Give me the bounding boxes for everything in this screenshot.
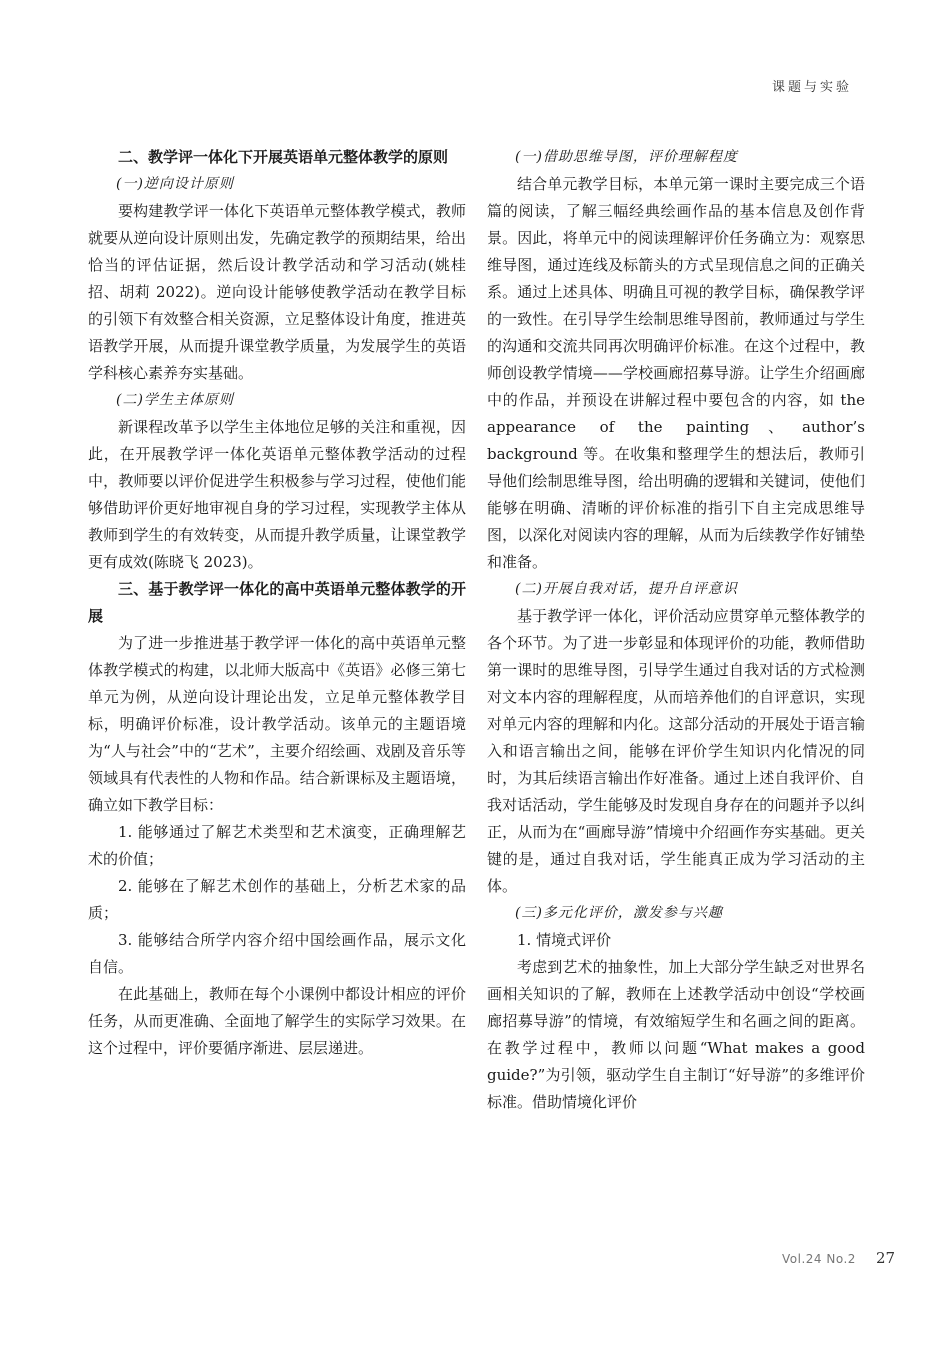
paragraph: 新课程改革予以学生主体地位足够的关注和重视，因此，在开展教学评一体化英语单元整体教学活动的过程中，教师要以评价促进学生积极参与学习过程，使他们能够借助评价更好地审视自身的学习过程，实现教学主体从教师到学生的有效转变，从而提升教学质量，让课堂教学更有成效(陈晓飞 2023)。	[88, 418, 466, 571]
paragraph: 在此基础上，教师在每个小课例中都设计相应的评价任务，从而更准确、全面地了解学生的实际学习效果。在这个过程中，评价要循序渐进、层层递进。	[88, 985, 466, 1057]
left-column	[88, 144, 466, 1062]
subsection-heading: (三)多元化评价，激发参与兴趣	[515, 905, 723, 921]
paragraph: 考虑到艺术的抽象性，加上大部分学生缺乏对世界名画相关知识的了解，教师在上述教学活动中创设“学校画廊招募导游”的情境，有效缩短学生和名画之间的距离。在教学过程中，教师以问题“What makes a good guide?”为引领，驱动学生自主制订“好导游”的多维评价标准。借助情境化评价	[487, 958, 865, 1111]
subsection-heading: (一)逆向设计原则	[116, 176, 234, 192]
section-header: 课题与实验	[771, 80, 852, 95]
subsection-heading: (二)开展自我对话，提升自评意识	[515, 581, 738, 597]
sub-item-heading: 1. 情境式评价	[517, 931, 612, 949]
subsection-heading: (一)借助思维导图，评价理解程度	[515, 149, 738, 165]
paragraph: 为了进一步推进基于教学评一体化的高中英语单元整体教学模式的构建，以北师大版高中《英语》必修三第七单元为例，从逆向设计理论出发，立足单元整体教学目标，明确评价标准，设计教学活动。该单元的主题语境为“人与社会”中的“艺术”，主要介绍绘画、戏剧及音乐等领域具有代表性的人物和作品。结合新课标及主题语境，确立如下教学目标：	[88, 634, 466, 814]
goal-item: 2. 能够在了解艺术创作的基础上，分析艺术家的品质；	[88, 877, 466, 922]
paragraph: 结合单元教学目标，本单元第一课时主要完成三个语篇的阅读，了解三幅经典绘画作品的基本信息及创作背景。因此，将单元中的阅读理解评价任务确立为：观察思维导图，通过连线及标箭头的方式呈现信息之间的正确关系。通过上述具体、明确且可视的教学目标，确保教学评的一致性。在引导学生绘制思维导图前，教师通过与学生的沟通和交流共同再次明确评价标准。在这个过程中，教师创设教学情境——学校画廊招募导游。让学生介绍画廊中的作品，并预设在讲解过程中要包含的内容，如 the appearance of the painting、author’s background 等。在收集和整理学生的想法后，教师引导他们绘制思维导图，给出明确的逻辑和关键词，使他们能够在明确、清晰的评价标准的指引下自主完成思维导图，以深化对阅读内容的理解，从而为后续教学作好铺垫和准备。	[487, 175, 865, 571]
subsection-heading: (二)学生主体原则	[116, 392, 234, 408]
paragraph: 基于教学评一体化，评价活动应贯穿单元整体教学的各个环节。为了进一步彰显和体现评价的功能，教师借助第一课时的思维导图，引导学生通过自我对话的方式检测对文本内容的理解程度，从而培养他们的自评意识，实现对单元内容的理解和内化。这部分活动的开展处于语言输入和语言输出之间，能够在评价学生知识内化情况的同时，为其后续语言输出作好准备。通过上述自我评价、自我对话活动，学生能够及时发现自身存在的问题并予以纠正，从而为在“画廊导游”情境中介绍画作夯实基础。更关键的是，通过自我对话，学生能真正成为学习活动的主体。	[487, 607, 865, 895]
journal-volume: Vol.24 No.2	[782, 1252, 856, 1266]
page-number: 27	[876, 1249, 896, 1267]
paragraph: 要构建教学评一体化下英语单元整体教学模式，教师就要从逆向设计原则出发，先确定教学的预期结果，给出恰当的评估证据，然后设计教学活动和学习活动(姚桂招、胡莉 2022)。逆向设计能够使教学活动在教学目标的引领下有效整合相关资源，立足整体设计角度，推进英语教学开展，从而提升课堂教学质量，为发展学生的英语学科核心素养夯实基础。	[88, 202, 466, 382]
right-column	[487, 144, 865, 1116]
goal-item: 1. 能够通过了解艺术类型和艺术演变，正确理解艺术的价值；	[88, 823, 466, 868]
section-heading: 二、教学评一体化下开展英语单元整体教学的原则	[118, 148, 449, 166]
goal-item: 3. 能够结合所学内容介绍中国绘画作品，展示文化自信。	[88, 931, 466, 976]
section-heading: 三、基于教学评一体化的高中英语单元整体教学的开展	[88, 580, 466, 625]
